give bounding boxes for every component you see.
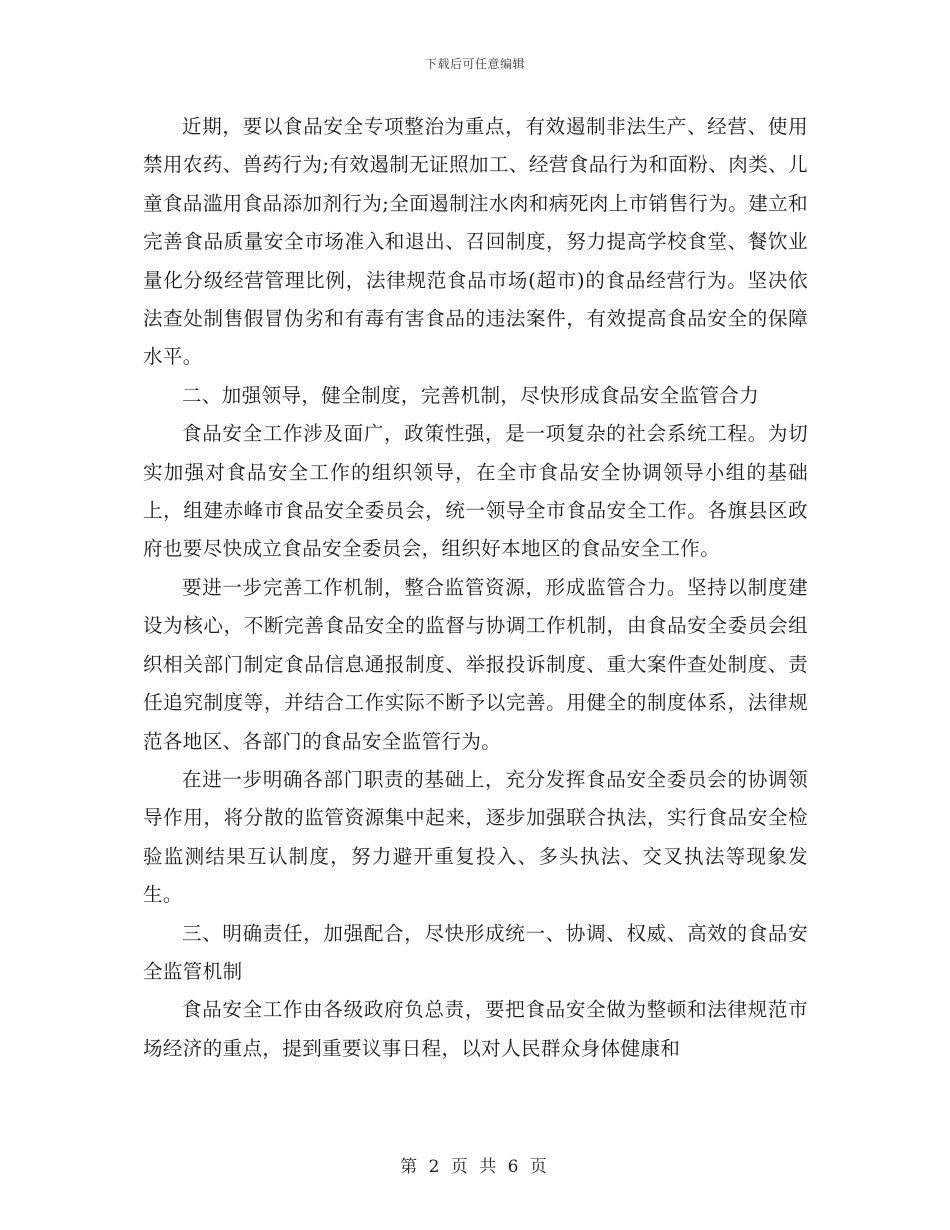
paragraph-4: 在进一步明确各部门职责的基础上，充分发挥食品安全委员会的协调领导作用，将分散的监管资源集中起来，逐步加强联合执法，实行食品安全检验监测结果互认制度，努力避开重复投入、多头执法、交叉执法等现象发生。 <box>143 767 808 907</box>
page-number: 第 2 页 共 6 页 <box>400 1157 550 1177</box>
section-heading-3: 三、明确责任，加强配合，尽快形成统一、协调、权威、高效的食品安全监管机制 <box>143 921 808 983</box>
section-heading-2: 二、加强领导，健全制度，完善机制，尽快形成食品安全监管合力 <box>182 383 760 407</box>
document-body <box>143 108 808 1068</box>
paragraph-2: 食品安全工作涉及面广，政策性强，是一项复杂的社会系统工程。为切实加强对食品安全工作的组织领导，在全市食品安全协调领导小组的基础上，组建赤峰市食品安全委员会，统一领导全市食品安全工作。各旗县区政府也要尽快成立食品安全委员会，组织好本地区的食品安全工作。 <box>143 422 808 561</box>
paragraph-1: 近期，要以食品安全专项整治为重点，有效遏制非法生产、经营、使用禁用农药、兽药行为;有效遏制无证照加工、经营食品行为和面粉、肉类、儿童食品滥用食品添加剂行为;全面遏制注水肉和病死肉上市销售行为。建立和完善食品质量安全市场准入和退出、召回制度，努力提高学校食堂、餐饮业量化分级经营管理比例，法律规范食品市场(超市)的食品经营行为。坚决依法查处制售假冒伪劣和有毒有害食品的违法案件，有效提高食品安全的保障水平。 <box>143 115 808 369</box>
page-header: 下载后可任意编辑 <box>424 57 525 71</box>
paragraph-3: 要进一步完善工作机制，整合监管资源，形成监管合力。坚持以制度建设为核心，不断完善食品安全的监督与协调工作机制，由食品安全委员会组织相关部门制定食品信息通报制度、举报投诉制度、重大案件查处制度、责任追究制度等，并结合工作实际不断予以完善。用健全的制度体系，法律规范各地区、各部门的食品安全监管行为。 <box>143 575 808 753</box>
paragraph-5: 食品安全工作由各级政府负总责，要把食品安全做为整顿和法律规范市场经济的重点，提到重要议事日程，以对人民群众身体健康和 <box>143 998 808 1060</box>
